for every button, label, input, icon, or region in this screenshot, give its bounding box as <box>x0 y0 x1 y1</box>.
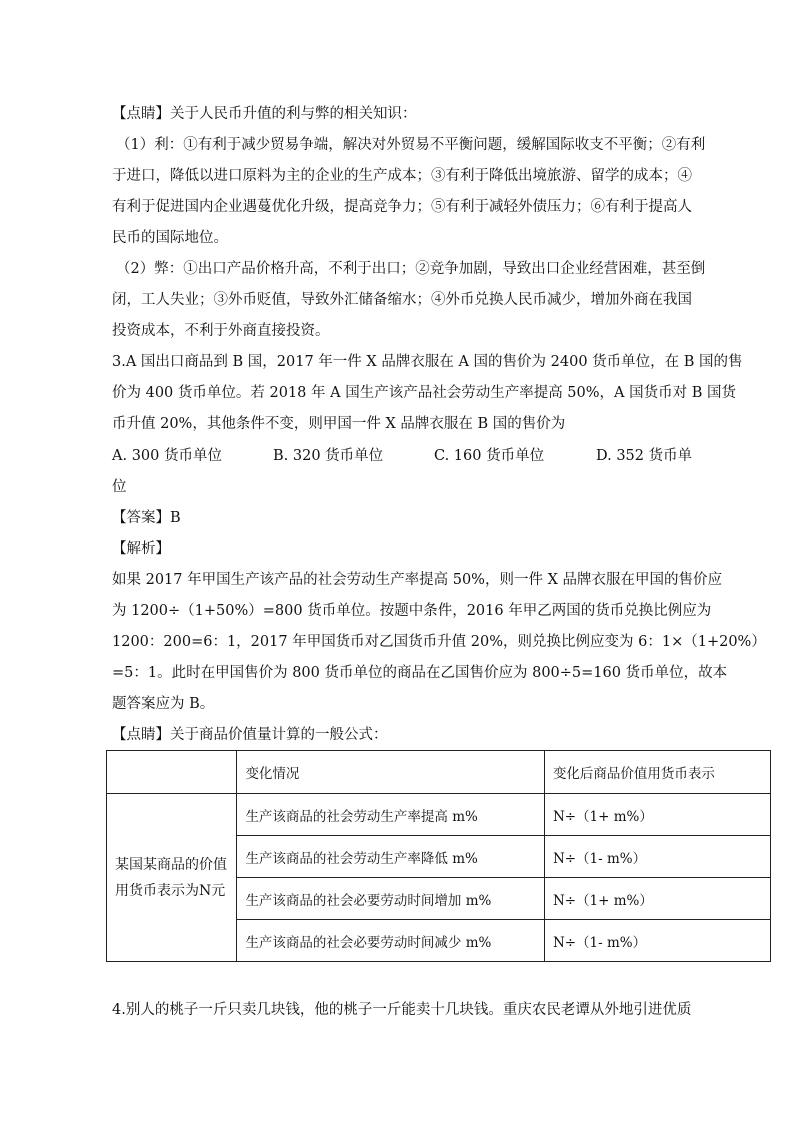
analysis-heading: 【解析】 <box>112 541 170 557</box>
pros-line-1: （1）利：①有利于减少贸易争端，解决对外贸易不平衡问题，缓解国际收支不平衡；②有利 <box>116 137 706 153</box>
table-cell-formula: N÷（1- m%） <box>544 920 770 962</box>
option-b: B. 320 货币单位 <box>273 448 384 464</box>
pros-line-2: 于进口，降低以进口原料为主的企业的生产成本；③有利于降低出境旅游、留学的成本；④ <box>112 168 692 184</box>
analysis-line-2: 为 1200÷（1+50%）=800 货币单位。按题中条件，2016 年甲乙两国的货币兑换比例应为 <box>112 603 712 619</box>
merged-cell-line-2: 用货币表示为N元 <box>115 882 226 899</box>
question-3-line-1: 3.A 国出口商品到 B 国，2017 年一件 X 品牌衣服在 A 国的售价为 2400 货币单位，在 B 国的售 <box>112 354 743 370</box>
dianjing-heading-2: 【点睛】关于商品价值量计算的一般公式： <box>112 727 388 743</box>
option-d: D. 352 货币单 <box>596 448 693 464</box>
answer-line: 【答案】B <box>112 510 181 526</box>
pros-line-4: 民币的国际地位。 <box>112 230 228 246</box>
cons-line-1: （2）弊：①出口产品价格升高，不利于出口；②竞争加剧，导致出口企业经营困难，甚至倒 <box>116 261 706 277</box>
analysis-line-3: 1200：200=6：1，2017 年甲国货币对乙国货币升值 20%，则兑换比例应变为 6：1×（1+20%） <box>112 634 766 650</box>
option-a: A. 300 货币单位 <box>112 448 222 464</box>
dianjing-heading-1: 【点睛】关于人民币升值的利与弊的相关知识： <box>112 106 417 122</box>
table-cell-change: 生产该商品的社会劳动生产率降低 m% <box>237 836 545 878</box>
table-row <box>107 794 771 836</box>
table-cell-change: 生产该商品的社会必要劳动时间增加 m% <box>237 878 545 920</box>
analysis-line-5: 题答案应为 B。 <box>112 696 215 712</box>
cons-line-3: 投资成本，不利于外商直接投资。 <box>112 323 330 339</box>
table-header-row <box>107 751 771 794</box>
table-cell-formula: N÷（1+ m%） <box>544 794 770 836</box>
table-cell-formula: N÷（1- m%） <box>544 836 770 878</box>
question-3-line-3: 币升值 20%，其他条件不变，则甲国一件 X 品牌衣服在 B 国的售价为 <box>112 416 566 432</box>
table-cell-change: 生产该商品的社会劳动生产率提高 m% <box>237 794 545 836</box>
table-cell-formula: N÷（1+ m%） <box>544 878 770 920</box>
value-formula-table <box>106 750 771 962</box>
table-header-formula: 变化后商品价值用货币表示 <box>544 751 770 794</box>
table-header-change: 变化情况 <box>237 751 545 794</box>
pros-line-3: 有利于促进国内企业遇蔓优化升级，提高竞争力；⑤有利于减轻外债压力；⑥有利于提高人 <box>112 199 692 215</box>
table-cell-change: 生产该商品的社会必要劳动时间减少 m% <box>237 920 545 962</box>
table-header-empty <box>107 751 237 794</box>
analysis-line-4: =5：1。此时在甲国售价为 800 货币单位的商品在乙国售价应为 800÷5=160 货币单位，故本 <box>112 665 728 681</box>
option-c: C. 160 货币单位 <box>434 448 545 464</box>
option-d-wrap: 位 <box>112 479 127 495</box>
question-3-line-2: 价为 400 货币单位。若 2018 年 A 国生产该产品社会劳动生产率提高 50%，A 国货币对 B 国货 <box>112 385 736 401</box>
question-4-line-1: 4.别人的桃子一斤只卖几块钱，他的桃子一斤能卖十几块钱。重庆农民老谭从外地引进优质 <box>112 1002 692 1018</box>
table-merged-cell <box>107 794 237 962</box>
analysis-line-1: 如果 2017 年甲国生产该产品的社会劳动生产率提高 50%，则一件 X 品牌衣服在甲国的售价应 <box>112 572 722 588</box>
merged-cell-line-1: 某国某商品的价值 <box>115 856 227 873</box>
cons-line-2: 闭，工人失业；③外币贬值，导致外汇储备缩水；④外币兑换人民币减少，增加外商在我国 <box>112 292 692 308</box>
